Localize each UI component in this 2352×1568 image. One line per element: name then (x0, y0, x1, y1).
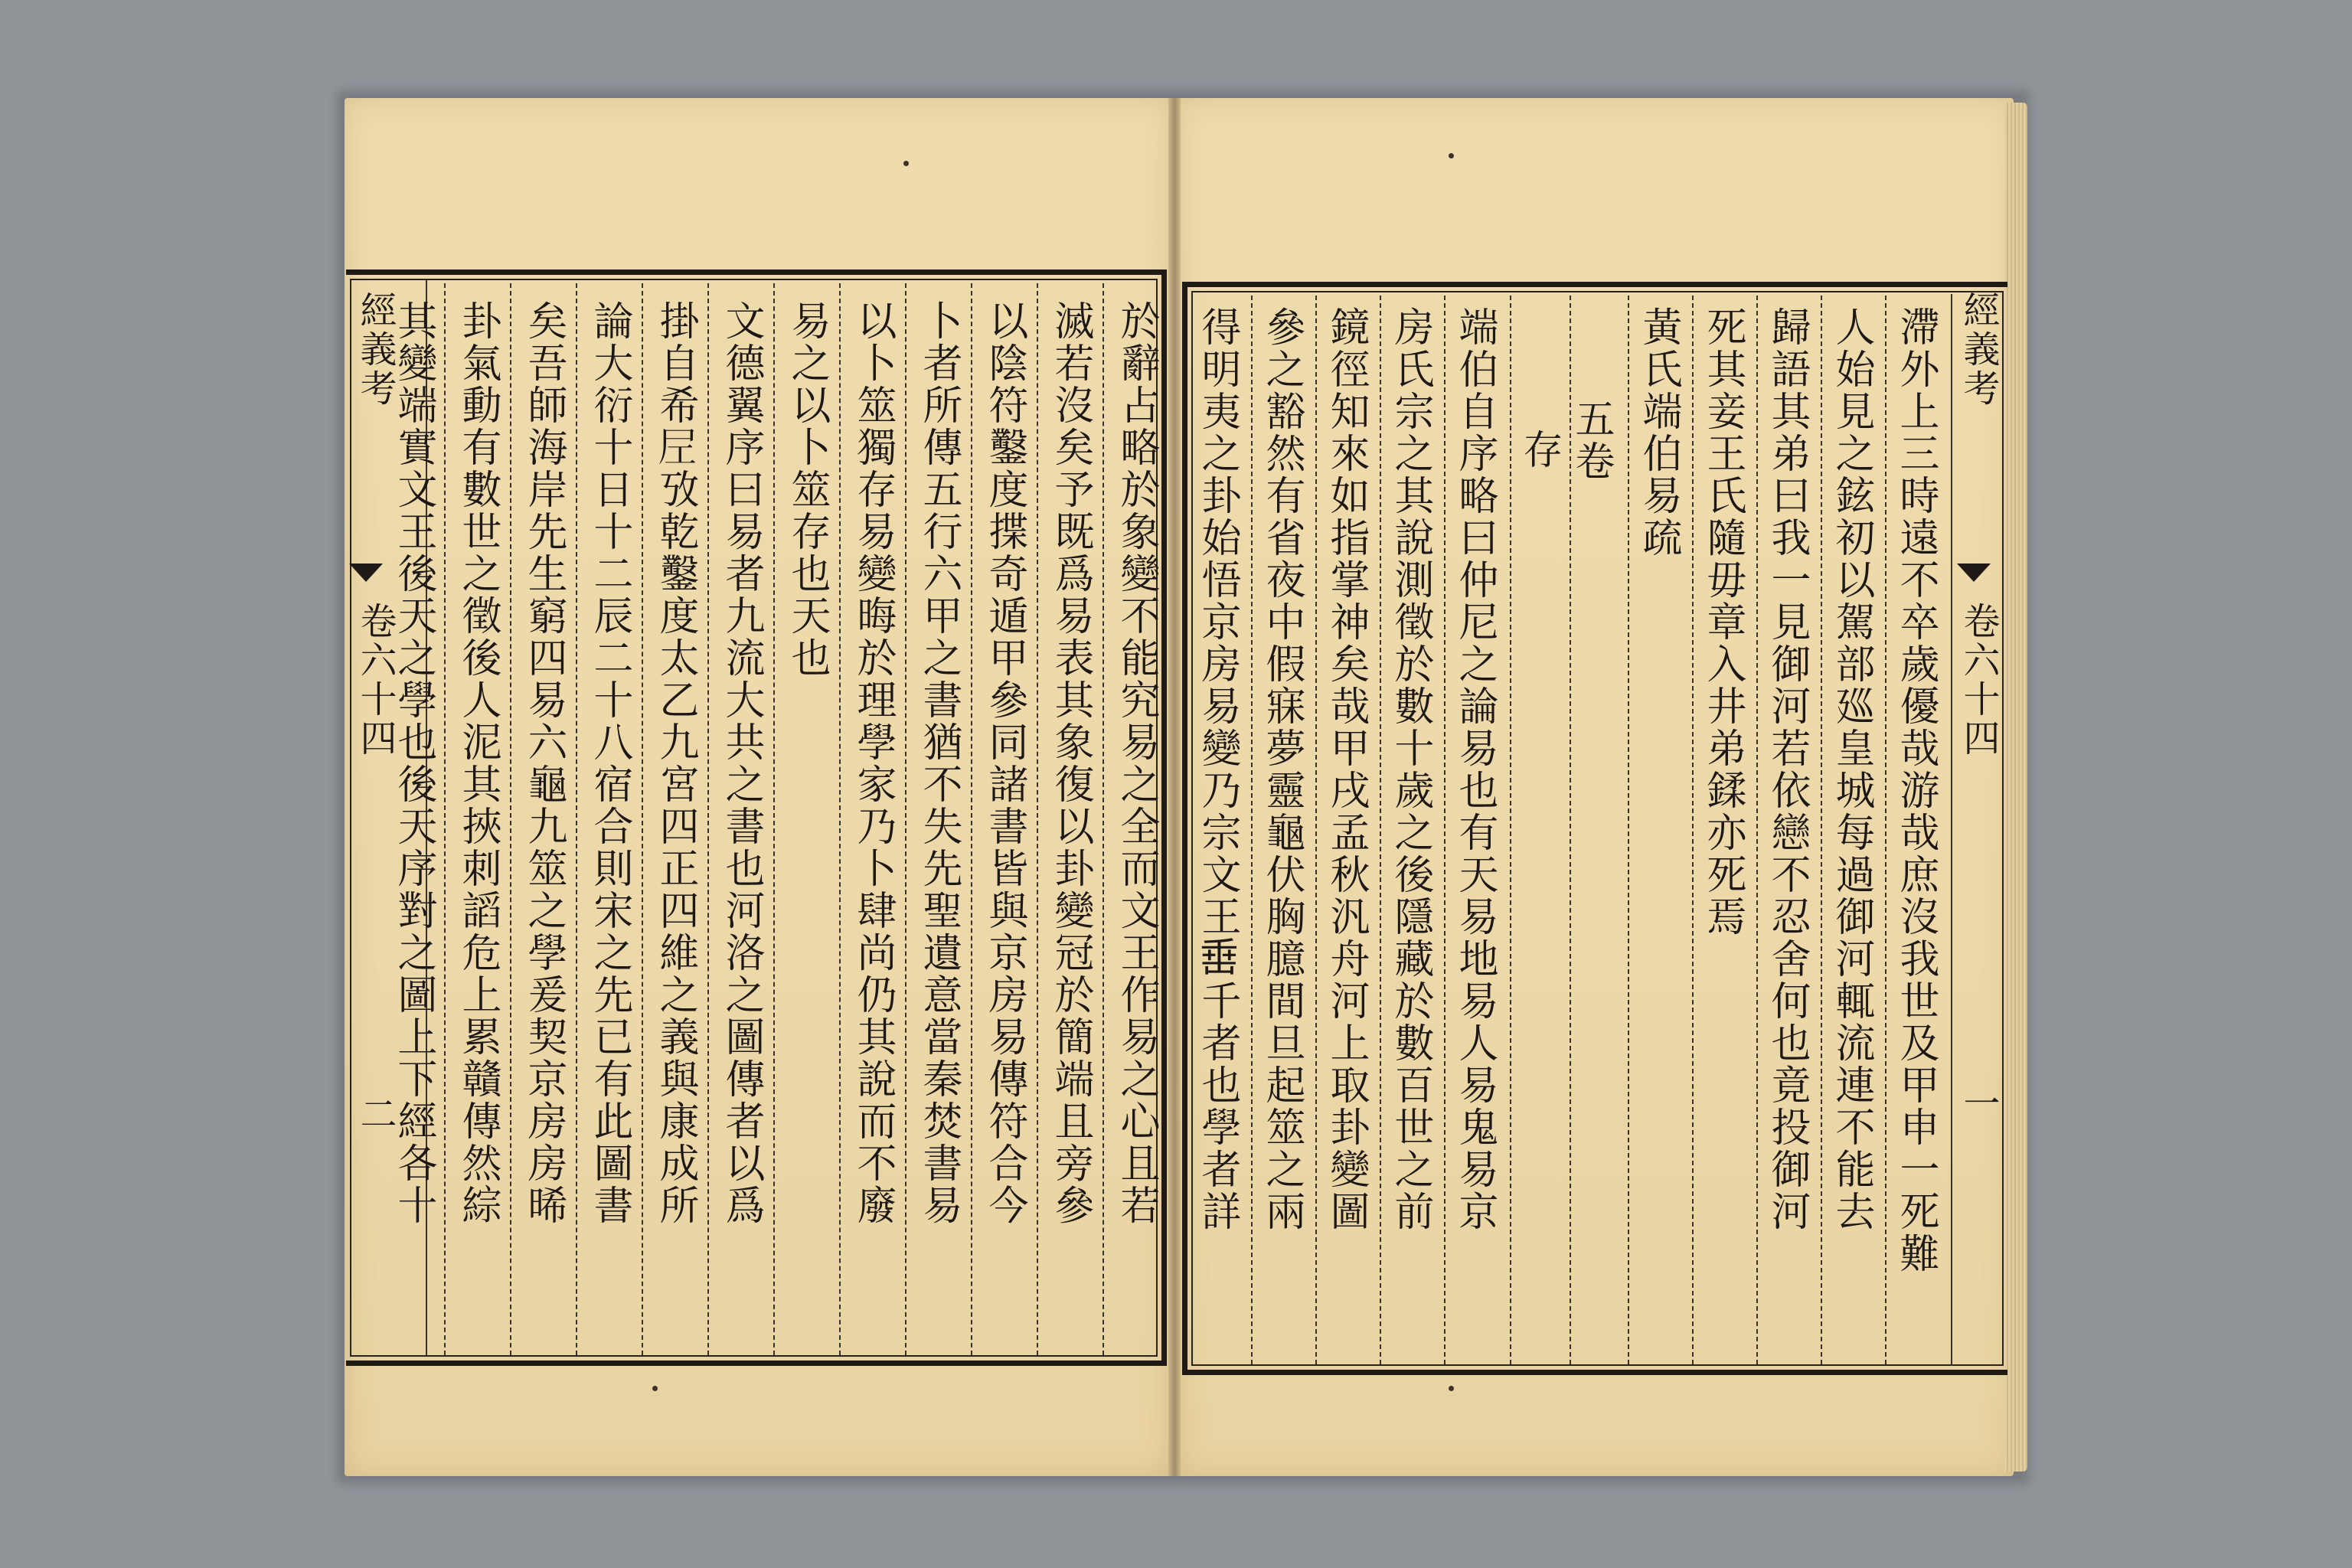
text-column: 端伯自序略曰仲尼之論易也有天易地易人易鬼易京 (1452, 306, 1498, 1233)
text-column: 卦氣動有數世之徵後人泥其挾刺謟危上累贛傳然綜 (455, 300, 501, 1227)
text-column: 論大衍十日十二辰二十八宿合則宋之先已有此圖書 (586, 300, 632, 1227)
text-column: 得明夷之卦始悟京房易變乃宗文王𡸁千者也學者詳 (1194, 306, 1240, 1233)
column-rule (839, 283, 841, 1355)
text-column: 參之豁然有省夜中假寐夢靈龜伏胸臆間旦起筮之兩 (1259, 306, 1305, 1233)
column-rule (642, 283, 643, 1355)
column-rule (1251, 296, 1253, 1364)
column-rule (1951, 294, 1952, 1366)
book-gutter (1168, 98, 1181, 1476)
text-column: 黃氏端伯易疏 (1635, 306, 1681, 559)
column-rule (1315, 296, 1317, 1364)
text-column: 人始見之鉉初以駕部廵皇城每過御河輒流連不能去 (1828, 306, 1874, 1233)
column-rule (1102, 283, 1104, 1355)
column-rule (1756, 296, 1758, 1364)
margin-volume: 卷六十四 (354, 602, 397, 758)
column-rule (1885, 296, 1886, 1364)
text-column: 存 (1516, 429, 1562, 471)
stitch-dot (1449, 153, 1454, 158)
margin-volume: 卷六十四 (1957, 602, 2000, 758)
fishtail-marker (1957, 564, 1991, 582)
stitch-dot (652, 1386, 658, 1391)
column-rule (1821, 296, 1822, 1364)
text-column: 歸語其弟曰我一見御河若依戀不忍舍何也竟投御河 (1764, 306, 1810, 1233)
margin-folio: 一 (1957, 1084, 2000, 1123)
margin-folio: 二 (354, 1095, 397, 1134)
fishtail-marker (349, 564, 383, 582)
text-column: 死其妾王氏隨毋章入井弟鍒亦死焉 (1700, 306, 1746, 938)
column-rule (510, 283, 511, 1355)
stitch-dot (1449, 1386, 1454, 1391)
text-column: 易之以卜筮存也天也 (784, 300, 830, 679)
text-column: 五卷 (1568, 398, 1614, 482)
column-rule (1692, 296, 1694, 1364)
text-column: 鏡徑知來如指掌神矣哉甲戌孟秋汎舟河上取卦變圖 (1323, 306, 1369, 1233)
column-rule (1037, 283, 1038, 1355)
column-rule (1570, 296, 1571, 1364)
column-rule (707, 283, 709, 1355)
column-rule (444, 283, 446, 1355)
text-column: 房氏宗之其說測徵於數十歲之後隱藏於數百世之前 (1387, 306, 1433, 1233)
column-rule (773, 283, 775, 1355)
page-edges (2004, 103, 2027, 1472)
column-rule (1444, 296, 1446, 1364)
column-rule (576, 283, 577, 1355)
text-column: 滅若沒矣予既爲易表其象復以卦變冠於簡端且旁參 (1047, 300, 1093, 1227)
column-rule (971, 283, 972, 1355)
text-column: 滯外上三時遠不卒歲優哉游哉庶沒我世及甲申一死難 (1893, 306, 1939, 1275)
column-rule (1510, 296, 1511, 1364)
text-column: 矣吾師海岸先生窮四易六龜九筮之學爰契京房房晞 (521, 300, 567, 1227)
text-column: 於辭占略於象變不能究易之全而文王作易之心且若 (1113, 300, 1159, 1227)
margin-title: 經義考 (1957, 291, 2000, 408)
text-column: 掛自希𡰱攷乾鑿度太乙九宮四正四維之義與康成所 (652, 300, 698, 1227)
column-rule (905, 283, 906, 1355)
text-column: 以卜筮獨存易變晦於理學家乃卜肆尚仍其說而不廢 (850, 300, 896, 1227)
text-column: 卜者所傳五行六甲之書猶不失先聖遺意當秦焚書易 (916, 300, 962, 1227)
column-rule (1380, 296, 1381, 1364)
text-column: 以陰符鑿度揲奇遁甲參同諸書皆與京房易傳符合今 (982, 300, 1027, 1227)
text-column: 文德翼序曰易者九流大共之書也河洛之圖傳者以爲 (718, 300, 764, 1227)
text-column: 其變端實文王後天之學也後天序對之圖上下經各十 (390, 300, 436, 1227)
column-rule (1628, 296, 1629, 1364)
margin-title: 經義考 (354, 291, 397, 408)
stitch-dot (903, 161, 909, 166)
